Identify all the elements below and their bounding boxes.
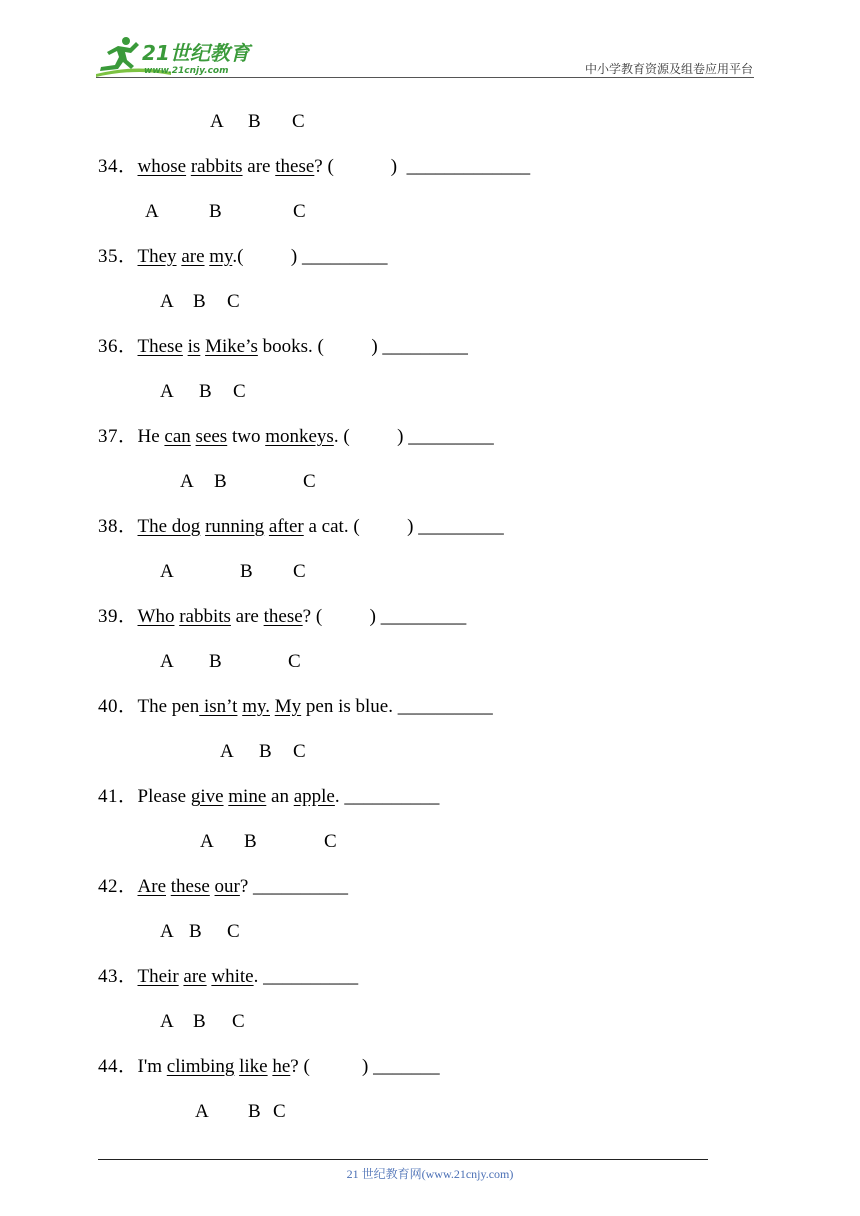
underlined-word: mine: [228, 786, 267, 807]
underlined-word: These: [137, 336, 183, 357]
question-text: ? ( ) _____________: [314, 156, 531, 177]
underlined-word: running: [205, 516, 265, 537]
option-b-label: B: [244, 831, 257, 852]
option-c-label: C: [303, 471, 316, 492]
option-c-label: C: [288, 651, 301, 672]
top-option-b: B: [248, 111, 261, 132]
question-text: a cat. ( ) _________: [303, 516, 504, 537]
option-a-label: A: [160, 651, 174, 672]
underlined-word: can: [164, 426, 191, 447]
footer-divider: [98, 1159, 708, 1160]
underlined-word: Who: [137, 606, 175, 627]
underlined-word: rabbits: [190, 156, 243, 177]
logo-main-text: 21世纪教育: [142, 41, 250, 65]
underlined-word: Their: [137, 966, 179, 987]
question-text: an: [266, 786, 294, 807]
question-44: [98, 1056, 440, 1078]
question-42: [98, 876, 348, 898]
question-number: 42．: [98, 876, 138, 897]
question-text: I'm: [137, 1056, 167, 1077]
option-c-label: C: [233, 381, 246, 402]
underlined-word: sees: [195, 426, 228, 447]
question-text: .( ) _________: [232, 246, 388, 267]
option-c-label: C: [293, 561, 306, 582]
option-b-label: B: [189, 921, 202, 942]
question-36: [98, 336, 468, 358]
question-text: ? __________: [239, 876, 349, 897]
option-c-label: C: [293, 741, 306, 762]
option-b-label: B: [199, 381, 212, 402]
underlined-word: give: [190, 786, 224, 807]
question-text: books. ( ) _________: [257, 336, 468, 357]
question-number: 35．: [98, 246, 138, 267]
option-c-label: C: [293, 201, 306, 222]
underlined-word: white: [211, 966, 254, 987]
option-a-label: A: [200, 831, 214, 852]
option-a-label: A: [160, 561, 174, 582]
top-option-c: C: [292, 111, 305, 132]
question-40: [98, 696, 493, 718]
underlined-word: my.: [242, 696, 270, 717]
question-text: ? ( ) _______: [290, 1056, 440, 1077]
question-number: 40．: [98, 696, 138, 717]
option-c-label: C: [227, 291, 240, 312]
option-a-label: A: [145, 201, 159, 222]
question-34: [98, 156, 530, 178]
question-number: 43．: [98, 966, 138, 987]
underlined-word: these: [263, 606, 303, 627]
question-35: [98, 246, 387, 268]
question-number: 39．: [98, 606, 138, 627]
underlined-word: my: [209, 246, 233, 267]
underlined-word: My: [274, 696, 302, 717]
logo-sub-text: www.21cnjy.com: [144, 66, 229, 76]
option-b-label: B: [214, 471, 227, 492]
question-number: 38．: [98, 516, 138, 537]
question-text: two: [227, 426, 266, 447]
option-a-label: A: [195, 1101, 209, 1122]
option-a-label: A: [160, 921, 174, 942]
option-a-label: A: [180, 471, 194, 492]
underlined-word: like: [239, 1056, 268, 1077]
question-number: 41．: [98, 786, 138, 807]
question-text: . __________: [253, 966, 359, 987]
underlined-word: They: [137, 246, 177, 267]
question-number: 37．: [98, 426, 138, 447]
question-text: ? ( ) _________: [302, 606, 467, 627]
option-b-label: B: [240, 561, 253, 582]
underlined-word: apple: [293, 786, 335, 807]
option-b-label: B: [209, 201, 222, 222]
question-37: [98, 426, 494, 448]
option-b-label: B: [193, 291, 206, 312]
footer-text: 21 世纪教育网(www.21cnjy.com): [346, 1167, 514, 1181]
question-43: [98, 966, 358, 988]
underlined-word: he: [272, 1056, 291, 1077]
question-number: 44．: [98, 1056, 138, 1077]
question-38: [98, 516, 504, 538]
question-text: . __________: [334, 786, 440, 807]
option-c-label: C: [273, 1101, 286, 1122]
option-b-label: B: [259, 741, 272, 762]
underlined-word: The dog: [137, 516, 201, 537]
question-text: The pen: [137, 696, 200, 717]
option-a-label: A: [220, 741, 234, 762]
question-text: . ( ) _________: [333, 426, 494, 447]
underlined-word: after: [268, 516, 304, 537]
question-text: Please: [137, 786, 191, 807]
underlined-word: Mike’s: [205, 336, 258, 357]
underlined-word: our: [214, 876, 240, 897]
option-c-label: C: [324, 831, 337, 852]
question-text: are: [242, 156, 276, 177]
question-text: are: [230, 606, 264, 627]
page-header: [0, 0, 860, 80]
question-text: pen is blue. __________: [301, 696, 493, 717]
question-39: [98, 606, 466, 628]
underlined-word: are: [181, 246, 205, 267]
option-b-label: B: [193, 1011, 206, 1032]
underlined-word: monkeys: [265, 426, 334, 447]
question-number: 36．: [98, 336, 138, 357]
top-option-a: A: [210, 111, 224, 132]
underlined-word: whose: [137, 156, 187, 177]
underlined-word: are: [183, 966, 207, 987]
underlined-word: climbing: [166, 1056, 235, 1077]
underlined-word: these: [275, 156, 315, 177]
underlined-word: is: [187, 336, 201, 357]
site-logo: [96, 36, 266, 78]
option-b-label: B: [248, 1101, 261, 1122]
option-b-label: B: [209, 651, 222, 672]
option-a-label: A: [160, 381, 174, 402]
option-a-label: A: [160, 1011, 174, 1032]
underlined-word: these: [170, 876, 210, 897]
question-number: 34．: [98, 156, 138, 177]
underlined-word: Are: [137, 876, 166, 897]
option-a-label: A: [160, 291, 174, 312]
underlined-word: isn’t: [199, 696, 238, 717]
underlined-word: rabbits: [179, 606, 231, 627]
question-41: [98, 786, 439, 808]
header-platform-text: 中小学教育资源及组卷应用平台: [584, 62, 753, 76]
option-c-label: C: [232, 1011, 245, 1032]
question-text: He: [137, 426, 165, 447]
option-c-label: C: [227, 921, 240, 942]
header-divider: [96, 77, 754, 78]
